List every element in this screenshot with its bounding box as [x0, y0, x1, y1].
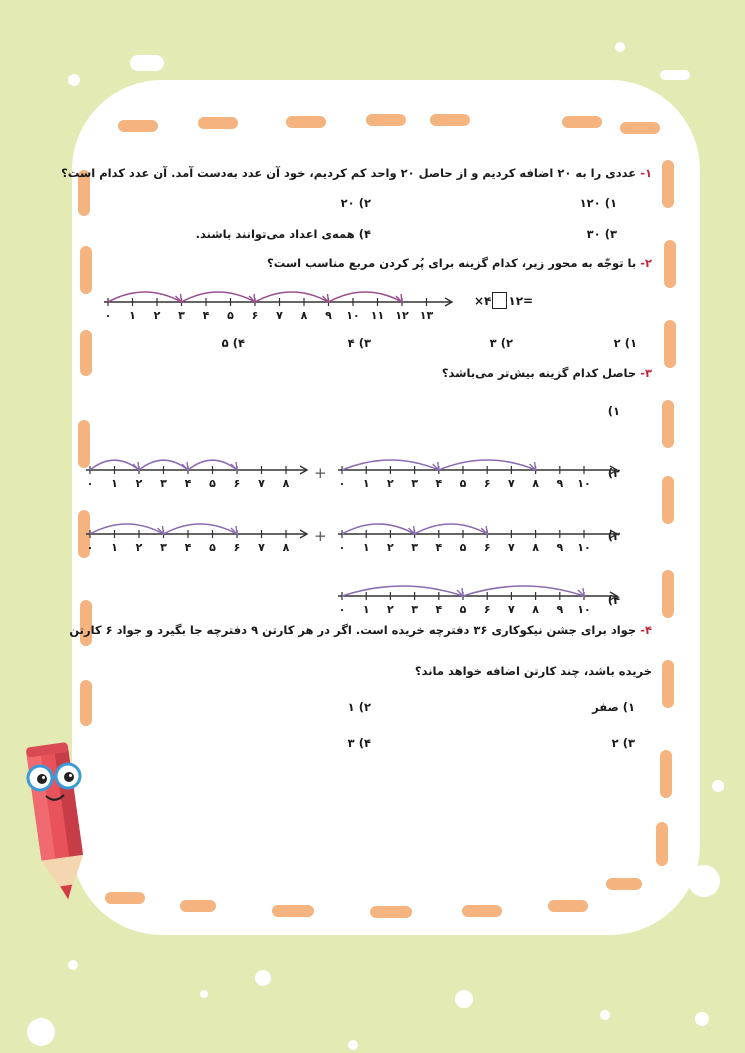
q1-option-1: ۱) ۱۲۰: [579, 196, 617, 210]
tick-label: ۱۳: [419, 309, 434, 322]
pencil-mascot-icon: [18, 740, 98, 910]
question-3-text: [442, 366, 652, 380]
tick-label: ۸: [300, 309, 308, 322]
q3-option-2-left-line: [82, 446, 312, 496]
tick-label: ۳: [411, 477, 418, 490]
q3-option-3-right-line: [332, 510, 622, 560]
border-dash: [620, 122, 660, 134]
q3-option-3-label: ۳): [607, 529, 620, 543]
tick-label: ۰: [86, 477, 94, 490]
border-dash: [462, 905, 502, 917]
background-dot: [712, 780, 724, 792]
background-dot: [695, 1012, 709, 1026]
background-dot: [68, 960, 78, 970]
tick-label: ۱: [129, 309, 136, 322]
q1-option-3: ۳) ۳۰: [586, 227, 617, 241]
tick-label: ۲: [387, 477, 394, 490]
tick-label: ۱: [111, 477, 118, 490]
question-3-stem: حاصل کدام گزینه بیش‌تر می‌باشد؟: [441, 366, 637, 380]
question-2-text: [267, 256, 652, 270]
jump-arc: [90, 524, 164, 534]
tick-label: ۱۰: [346, 309, 360, 322]
tick-label: ۲: [153, 309, 161, 322]
jump-arc: [463, 586, 584, 596]
question-2-stem: با توجّه به محور زیر، کدام گزینه برای پُر کردن مربع مناسب است؟: [267, 256, 637, 270]
tick-label: ۳: [178, 309, 185, 322]
border-dash: [286, 116, 326, 128]
question-1-text: [61, 166, 652, 180]
question-1-number: ۱-: [640, 166, 652, 180]
border-dash: [105, 892, 145, 904]
tick-label: ۸: [282, 477, 290, 490]
plus-sign: +: [314, 464, 327, 482]
tick-label: ۳: [160, 541, 167, 554]
tick-label: ۴: [435, 477, 443, 490]
border-dash: [548, 900, 588, 912]
q4-option-2: ۲) ۱: [347, 700, 371, 714]
question-4-line-1: [69, 623, 652, 637]
background-dot: [615, 42, 625, 52]
question-4-number: ۴-: [640, 623, 652, 637]
border-dash: [180, 900, 216, 912]
q2-option-4: ۴) ۵: [221, 336, 245, 350]
question-4-line-2: خریده باشد، چند کارتن اضافه خواهد ماند؟: [414, 664, 652, 678]
tick-label: ۹: [556, 477, 564, 490]
q2-option-2: ۲) ۳: [489, 336, 513, 350]
background-dot: [455, 990, 473, 1008]
jump-arc: [329, 292, 403, 302]
jump-arc: [108, 292, 182, 302]
q3-option-2-label: ۲): [607, 466, 620, 480]
question-1-stem: عددی را به ۲۰ اضافه کردیم و از حاصل ۲۰ واحد کم کردیم، خود آن عدد به‌دست آمد. آن عدد کدام است؟: [61, 166, 637, 180]
border-dash: [662, 400, 674, 448]
border-dash: [80, 246, 92, 294]
tick-label: ۴: [184, 477, 192, 490]
border-dash: [606, 878, 642, 890]
tick-label: ۵: [209, 541, 216, 554]
tick-label: ۴: [184, 541, 192, 554]
plus-sign: +: [314, 527, 327, 545]
q2-option-3: ۳) ۴: [347, 336, 371, 350]
tick-label: ۶: [483, 603, 491, 616]
q2-option-1: ۱) ۲: [613, 336, 637, 350]
q2-number-line: [100, 278, 460, 328]
answer-box: [492, 292, 507, 309]
jump-arc: [342, 524, 415, 534]
border-dash: [662, 570, 674, 618]
tick-label: ۰: [338, 603, 346, 616]
tick-label: ۳: [411, 541, 418, 554]
tick-label: ۴: [202, 309, 210, 322]
background-dot: [660, 70, 690, 80]
q3-option-2-right-line: [332, 446, 622, 496]
border-dash: [80, 330, 92, 376]
q1-option-2: ۲) ۲۰: [340, 196, 371, 210]
tick-label: ۰: [104, 309, 112, 322]
jump-arc: [342, 586, 463, 596]
tick-label: ۶: [483, 477, 491, 490]
tick-label: ۷: [508, 603, 515, 616]
tick-label: ۱۰: [577, 603, 591, 616]
q2-equation-left: ۱۲=: [508, 294, 534, 308]
border-dash: [198, 117, 238, 129]
tick-label: ۴: [435, 541, 443, 554]
q2-equation: [474, 292, 533, 309]
tick-label: ۳: [411, 603, 418, 616]
tick-label: ۱: [362, 603, 370, 616]
tick-label: ۵: [459, 477, 467, 490]
tick-label: ۲: [135, 477, 143, 490]
jump-arc: [415, 524, 488, 534]
background-dot: [27, 1018, 55, 1046]
q3-option-3-left-line: [82, 510, 312, 560]
tick-label: ۶: [233, 477, 241, 490]
tick-label: ۷: [508, 477, 515, 490]
border-dash: [660, 750, 672, 798]
tick-label: ۵: [227, 309, 234, 322]
tick-label: ۸: [282, 541, 290, 554]
border-dash: [80, 680, 92, 726]
q1-option-4: ۴) همه‌ی اعداد می‌توانند باشند.: [195, 227, 371, 241]
border-dash: [118, 120, 158, 132]
border-dash: [430, 114, 470, 126]
tick-label: ۰: [86, 541, 94, 554]
background-dot: [600, 1010, 610, 1020]
q3-option-4-line: [332, 572, 622, 622]
q3-option-4-label: ۴): [607, 593, 620, 607]
question-4-stem-1: جواد برای جشن نیکوکاری ۳۶ دفترچه خریده است. اگر در هر کارتن ۹ دفترچه جا بگیرد و جواد ۶ کارتن: [69, 623, 637, 637]
tick-label: ۵: [209, 477, 216, 490]
tick-label: ۲: [387, 603, 394, 616]
tick-label: ۰: [338, 541, 346, 554]
background-dot: [130, 55, 164, 71]
tick-label: ۷: [258, 541, 265, 554]
border-dash: [370, 906, 412, 918]
tick-label: ۵: [459, 603, 467, 616]
tick-label: ۹: [556, 603, 564, 616]
tick-label: ۱: [362, 477, 370, 490]
tick-label: ۲: [387, 541, 394, 554]
tick-label: ۵: [459, 541, 467, 554]
border-dash: [662, 660, 674, 708]
jump-arc: [164, 524, 238, 534]
q4-option-1: ۱) صفر: [592, 700, 635, 714]
tick-label: ۱: [111, 541, 118, 554]
q2-equation-right: ×۴: [474, 294, 492, 308]
tick-label: ۹: [325, 309, 332, 322]
tick-label: ۷: [508, 541, 515, 554]
tick-label: ۱۲: [395, 309, 409, 322]
tick-label: ۹: [556, 541, 564, 554]
tick-label: ۰: [338, 477, 346, 490]
tick-label: ۸: [532, 603, 539, 616]
background-dot: [348, 1040, 358, 1050]
question-3-number: ۳-: [640, 366, 652, 380]
border-dash: [366, 114, 406, 126]
tick-label: ۳: [160, 477, 167, 490]
border-dash: [562, 116, 602, 128]
q3-option-1-label: ۱): [607, 404, 620, 418]
border-dash: [664, 320, 676, 368]
question-2-number: ۲-: [640, 256, 652, 270]
tick-label: ۸: [532, 477, 539, 490]
tick-label: ۶: [233, 541, 241, 554]
tick-label: ۸: [532, 541, 539, 554]
tick-label: ۴: [435, 603, 443, 616]
tick-label: ۶: [251, 309, 259, 322]
q4-option-3: ۳) ۲: [611, 736, 635, 750]
border-dash: [662, 160, 674, 208]
tick-label: ۲: [135, 541, 143, 554]
background-dot: [200, 990, 208, 998]
tick-label: ۷: [258, 477, 265, 490]
tick-label: ۱۰: [577, 477, 591, 490]
background-dot: [255, 970, 271, 986]
border-dash: [664, 240, 676, 288]
q4-option-4: ۴) ۳: [347, 736, 371, 750]
tick-label: ۱: [362, 541, 370, 554]
tick-label: ۶: [483, 541, 491, 554]
border-dash: [272, 905, 314, 917]
jump-arc: [182, 292, 256, 302]
border-dash: [656, 822, 668, 866]
jump-arc: [255, 292, 329, 302]
tick-label: ۱۱: [370, 309, 385, 322]
tick-label: ۱۰: [577, 541, 591, 554]
background-dot: [68, 74, 80, 86]
tick-label: ۷: [276, 309, 283, 322]
border-dash: [662, 476, 674, 524]
